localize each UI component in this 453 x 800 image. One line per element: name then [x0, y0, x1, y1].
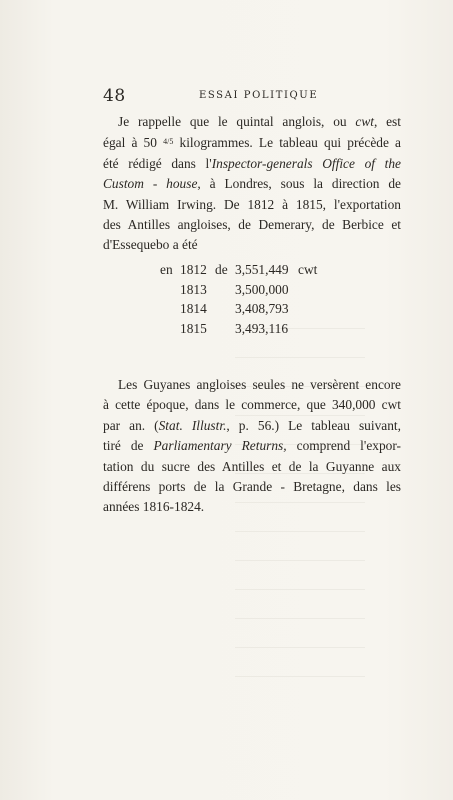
page-number: 48 [103, 86, 126, 106]
table-value: 3,500,000 [235, 281, 289, 297]
table-value: 3,551,449 [235, 262, 289, 277]
text-line: à cette époque, dans le commerce, que 340,000 cwt [103, 397, 401, 413]
paragraph-1 [103, 112, 401, 256]
text-line: des Antilles angloises, de Demerary, de Berbice et [103, 217, 401, 233]
table-unit: cwt [298, 262, 318, 277]
text-line: années 1816-1824. [103, 499, 205, 515]
text-line: différens ports de la Grande - Bretagne, dans les [103, 479, 401, 495]
table-row [160, 301, 360, 321]
text-line: M. William Irwing. De 1812 à 1815, l'exportation [103, 196, 401, 212]
text-line: d'Essequebo a été [103, 237, 198, 253]
table-prefix: en [160, 262, 173, 277]
page-header [103, 86, 401, 106]
table-row [160, 282, 360, 302]
text-line: été rédigé dans l'Inspector-generals Office of the [103, 155, 401, 171]
text-line: Custom - house, à Londres, sous la direction de [103, 176, 402, 192]
table-year: 1814 [180, 301, 207, 316]
table-year: 1815 [180, 320, 207, 336]
table-row [160, 321, 360, 341]
table-value: 3,408,793 [235, 301, 289, 316]
running-title: ESSAI POLITIQUE [199, 90, 319, 101]
text-line: par an. (Stat. Illustr., p. 56.) Le tableau suivant, [103, 417, 401, 433]
export-table [160, 262, 360, 340]
table-row [160, 262, 360, 282]
paragraph-2 [103, 375, 401, 518]
table-year: 1813 [180, 281, 207, 297]
table-value: 3,493,116 [235, 320, 289, 336]
table-year: 1812 [180, 262, 207, 277]
fraction: 4/5 [163, 137, 174, 147]
text-line: Je rappelle que le quintal anglois, ou cwt, est [118, 114, 401, 129]
text-line: tiré de Parliamentary Returns, comprend l'expor- [103, 438, 401, 454]
text-line: Les Guyanes angloises seules ne versèrent encore [118, 377, 401, 392]
text-line: tation du sucre des Antilles et de la Guyanne aux [103, 458, 401, 474]
table-connector: de [215, 262, 228, 277]
text-line: égal à 50 $^{4/5}$ kilogrammes. Le tableau qui précède a [103, 135, 401, 151]
